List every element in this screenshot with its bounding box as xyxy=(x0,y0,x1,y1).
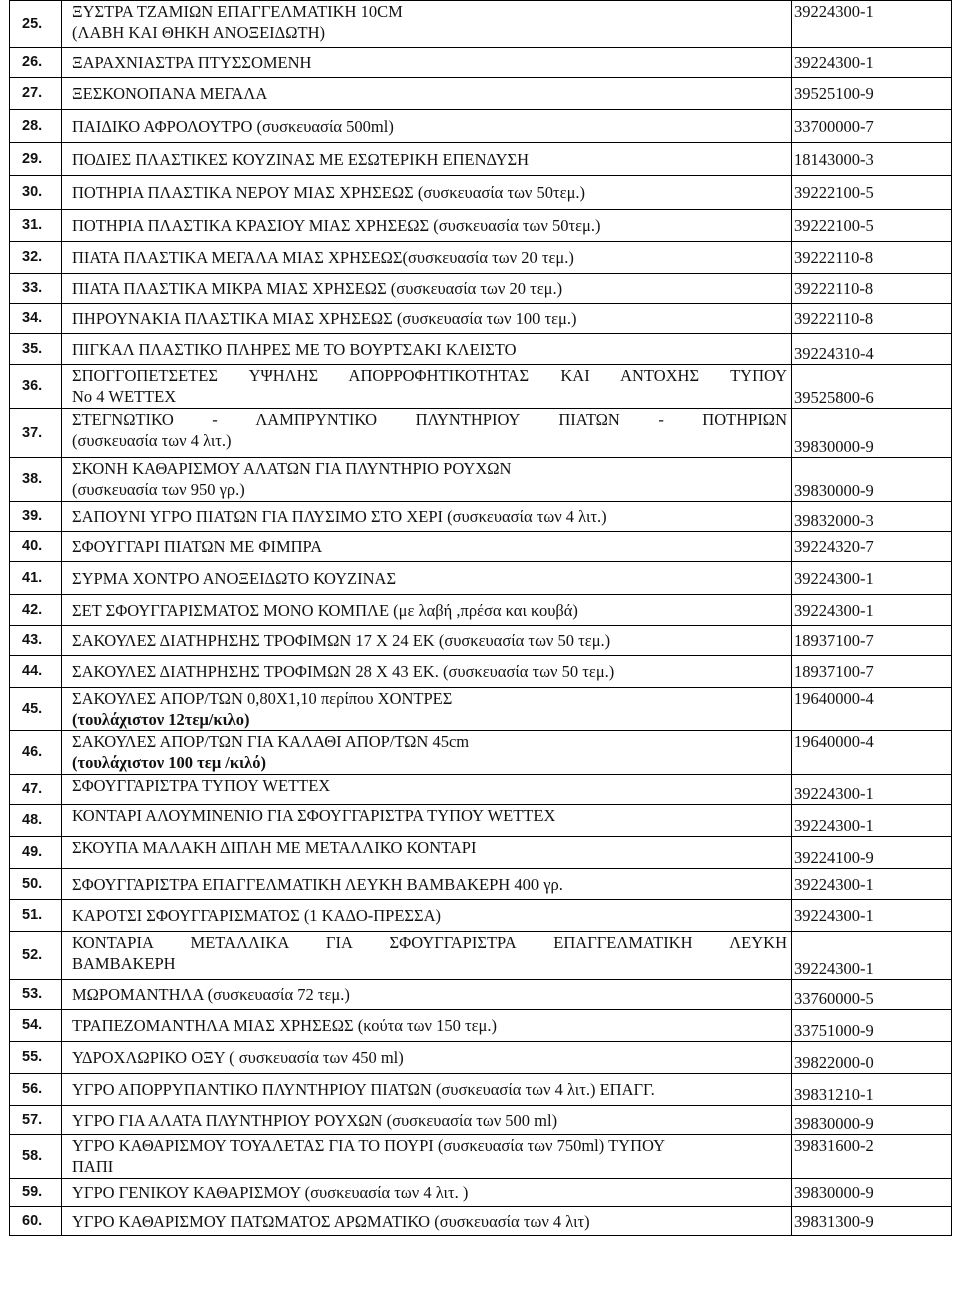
description-line: ΚΑΡΟΤΣΙ ΣΦΟΥΓΓΑΡΙΣΜΑΤΟΣ (1 ΚΑΔΟ-ΠΡΕΣΣΑ) xyxy=(72,906,442,925)
table-row xyxy=(10,409,952,458)
description-line: ΥΓΡΟ ΚΑΘΑΡΙΣΜΟΥ ΠΑΤΩΜΑΤΟΣ ΑΡΩΜΑΤΙΚΟ (συσκευασία των 4 λιτ) xyxy=(72,1211,590,1231)
cpv-code: 39830000-9 xyxy=(792,409,952,458)
item-number: 46. xyxy=(10,731,62,775)
description-line: (συσκευασία των 950 γρ.) xyxy=(72,480,245,499)
item-description xyxy=(62,1,792,48)
cpv-code: 18937100-7 xyxy=(792,626,952,656)
item-description xyxy=(62,48,792,78)
description-line: ΠΙΓΚΑΛ ΠΛΑΣΤΙΚΟ ΠΛΗΡΕΣ ΜΕ ΤΟ ΒΟΥΡΤΣΑΚΙ ΚΛΕΙΣΤΟ xyxy=(72,339,517,359)
item-description xyxy=(62,1106,792,1135)
item-number: 26. xyxy=(10,48,62,78)
item-number: 40. xyxy=(10,532,62,562)
table-row xyxy=(10,210,952,242)
table-row xyxy=(10,731,952,775)
item-description xyxy=(62,1010,792,1042)
table-row xyxy=(10,110,952,143)
description-line: ΣΑΚΟΥΛΕΣ ΔΙΑΤΗΡΗΣΗΣ ΤΡΟΦΙΜΩΝ 17 Χ 24 ΕΚ (συσκευασία των 50 τεμ.) xyxy=(72,631,611,650)
description-line: ΞΑΡΑΧΝΙΑΣΤΡΑ ΠΤΥΣΣΟΜΕΝΗ xyxy=(72,53,312,72)
description-line: ΠΟΤΗΡΙΑ ΠΛΑΣΤΙΚΑ ΝΕΡΟΥ ΜΙΑΣ ΧΡΗΣΕΩΣ (συσκευασία των 50τεμ.) xyxy=(72,183,586,202)
table-row xyxy=(10,1106,952,1135)
description-line: ΥΓΡΟ ΑΠΟΡΡΥΠΑΝΤΙΚΟ ΠΛΥΝΤΗΡΙΟΥ ΠΙΑΤΩΝ (συσκευασία των 4 λιτ.) ΕΠΑΓΓ. xyxy=(72,1080,655,1099)
item-number: 60. xyxy=(10,1207,62,1236)
item-number: 58. xyxy=(10,1135,62,1179)
item-number: 27. xyxy=(10,78,62,110)
item-number: 33. xyxy=(10,274,62,304)
description-line: ΣΚΟΥΠΑ ΜΑΛΑΚΗ ΔΙΠΛΗ ΜΕ ΜΕΤΑΛΛΙΚΟ ΚΟΝΤΑΡΙ xyxy=(72,838,477,857)
item-description xyxy=(62,900,792,932)
item-number: 36. xyxy=(10,365,62,409)
table-row xyxy=(10,502,952,532)
description-line: ΜΩΡΟΜΑΝΤΗΛΑ (συσκευασία 72 τεμ.) xyxy=(72,985,350,1004)
description-line: ΠΙΑΤΑ ΠΛΑΣΤΙΚΑ ΜΙΚΡΑ ΜΙΑΣ ΧΡΗΣΕΩΣ (συσκευασία των 20 τεμ.) xyxy=(72,279,563,298)
item-description xyxy=(62,242,792,274)
item-number: 29. xyxy=(10,143,62,176)
item-number: 30. xyxy=(10,176,62,210)
description-line: ΣΕΤ ΣΦΟΥΓΓΑΡΙΣΜΑΤΟΣ ΜΟΝΟ ΚΟΜΠΛΕ (με λαβή ,πρέσα και κουβά) xyxy=(72,600,578,620)
item-description xyxy=(62,775,792,805)
item-number: 47. xyxy=(10,775,62,805)
table-row xyxy=(10,900,952,932)
item-number: 38. xyxy=(10,458,62,502)
cpv-code: 39830000-9 xyxy=(792,458,952,502)
cpv-code: 39831300-9 xyxy=(792,1207,952,1236)
table-row xyxy=(10,775,952,805)
table-row xyxy=(10,932,952,980)
cpv-code: 39831600-2 xyxy=(792,1135,952,1179)
description-line: ΣΚΟΝΗ ΚΑΘΑΡΙΣΜΟΥ ΑΛΑΤΩΝ ΓΙΑ ΠΛΥΝΤΗΡΙΟ ΡΟΥΧΩΝ xyxy=(72,459,512,478)
table-row xyxy=(10,334,952,365)
table-row xyxy=(10,688,952,731)
cpv-code: 39224300-1 xyxy=(792,869,952,900)
item-number: 43. xyxy=(10,626,62,656)
cpv-code: 39224300-1 xyxy=(792,805,952,837)
description-line: ΣΠΟΓΓΟΠΕΤΣΕΤΕΣ ΥΨΗΛΗΣ ΑΠΟΡΡΟΦΗΤΙΚΟΤΗΤΑΣ ΚΑΙ ΑΝΤΟΧΗΣ ΤΥΠΟΥ xyxy=(72,366,787,385)
item-description xyxy=(62,805,792,837)
description-line: ΣΦΟΥΓΓΑΡΙ ΠΙΑΤΩΝ ΜΕ ΦΙΜΠΡΑ xyxy=(72,537,323,556)
item-number: 54. xyxy=(10,1010,62,1042)
item-description xyxy=(62,688,792,731)
item-number: 48. xyxy=(10,805,62,837)
item-description xyxy=(62,143,792,176)
item-description xyxy=(62,365,792,409)
table-row xyxy=(10,980,952,1010)
item-description xyxy=(62,1042,792,1074)
cpv-code: 39822000-0 xyxy=(792,1042,952,1074)
description-line: ΞΥΣΤΡΑ ΤΖΑΜΙΩΝ ΕΠΑΓΓΕΛΜΑΤΙΚΗ 10CM xyxy=(72,2,403,21)
cpv-code: 18937100-7 xyxy=(792,656,952,688)
item-description xyxy=(62,1074,792,1106)
cpv-code: 39224320-7 xyxy=(792,532,952,562)
item-number: 45. xyxy=(10,688,62,731)
cpv-code: 39222100-5 xyxy=(792,176,952,210)
item-description xyxy=(62,595,792,626)
cpv-code: 39224100-9 xyxy=(792,837,952,869)
table-row xyxy=(10,1074,952,1106)
cpv-code: 39222110-8 xyxy=(792,304,952,334)
table-row xyxy=(10,837,952,869)
table-row xyxy=(10,1042,952,1074)
description-line: (τουλάχιστον 100 τεμ /κιλό) xyxy=(72,753,267,772)
cpv-code: 33751000-9 xyxy=(792,1010,952,1042)
description-line: ΣΑΚΟΥΛΕΣ ΑΠΟΡ/ΤΩΝ 0,80Χ1,10 περίπου ΧΟΝΤΡΕΣ xyxy=(72,689,453,708)
item-description xyxy=(62,304,792,334)
table-row xyxy=(10,1207,952,1236)
description-line: ΞΕΣΚΟΝΟΠΑΝΑ ΜΕΓΑΛΑ xyxy=(72,84,268,103)
table-row xyxy=(10,304,952,334)
cpv-code: 19640000-4 xyxy=(792,731,952,775)
item-number: 41. xyxy=(10,562,62,595)
item-number: 35. xyxy=(10,334,62,365)
table-row xyxy=(10,532,952,562)
description-line: ΥΓΡΟ ΓΕΝΙΚΟΥ ΚΑΘΑΡΙΣΜΟΥ (συσκευασία των 4 λιτ. ) xyxy=(72,1183,469,1202)
description-line: ΣΥΡΜΑ ΧΟΝΤΡΟ ΑΝΟΞΕΙΔΩΤΟ ΚΟΥΖΙΝΑΣ xyxy=(72,568,397,588)
table-row xyxy=(10,365,952,409)
item-number: 28. xyxy=(10,110,62,143)
item-number: 50. xyxy=(10,869,62,900)
table-row xyxy=(10,176,952,210)
cpv-code: 18143000-3 xyxy=(792,143,952,176)
description-line: ΣΑΚΟΥΛΕΣ ΔΙΑΤΗΡΗΣΗΣ ΤΡΟΦΙΜΩΝ 28 Χ 43 ΕΚ. (συσκευασία των 50 τεμ.) xyxy=(72,662,615,681)
cpv-code: 39224300-1 xyxy=(792,595,952,626)
description-line: (ΛΑΒΗ ΚΑΙ ΘΗΚΗ ΑΝΟΞΕΙΔΩΤΗ) xyxy=(72,23,326,42)
item-description xyxy=(62,78,792,110)
item-description xyxy=(62,626,792,656)
cpv-code: 39222100-5 xyxy=(792,210,952,242)
description-line: ΚΟΝΤΑΡΙ ΑΛΟΥΜΙΝΕΝΙΟ ΓΙΑ ΣΦΟΥΓΓΑΡΙΣΤΡΑ ΤΥΠΟΥ WETTEX xyxy=(72,806,556,825)
description-line: ΠΑΠΙ xyxy=(72,1157,114,1176)
item-description xyxy=(62,502,792,532)
cpv-code: 39224300-1 xyxy=(792,932,952,980)
description-line: (τουλάχιστον 12τεμ/κιλο) xyxy=(72,710,250,729)
item-number: 51. xyxy=(10,900,62,932)
item-number: 34. xyxy=(10,304,62,334)
description-line: ΠΙΑΤΑ ΠΛΑΣΤΙΚΑ ΜΕΓΑΛΑ ΜΙΑΣ ΧΡΗΣΕΩΣ(συσκευασία των 20 τεμ.) xyxy=(72,248,574,267)
cpv-code: 39222110-8 xyxy=(792,242,952,274)
item-description xyxy=(62,334,792,365)
cpv-code: 33760000-5 xyxy=(792,980,952,1010)
item-description xyxy=(62,110,792,143)
item-number: 56. xyxy=(10,1074,62,1106)
item-number: 53. xyxy=(10,980,62,1010)
item-number: 31. xyxy=(10,210,62,242)
cpv-code: 39525100-9 xyxy=(792,78,952,110)
description-line: ΠΑΙΔΙΚΟ ΑΦΡΟΛΟΥΤΡΟ (συσκευασία 500ml) xyxy=(72,116,394,136)
table-row xyxy=(10,458,952,502)
table-row xyxy=(10,562,952,595)
item-number: 44. xyxy=(10,656,62,688)
table-row xyxy=(10,1,952,48)
item-description xyxy=(62,731,792,775)
description-line: ΠΟΔΙΕΣ ΠΛΑΣΤΙΚΕΣ ΚΟΥΖΙΝΑΣ ΜΕ ΕΣΩΤΕΡΙΚΗ ΕΠΕΝΔΥΣΗ xyxy=(72,149,530,169)
cpv-code: 39224300-1 xyxy=(792,775,952,805)
table-row xyxy=(10,869,952,900)
cpv-code: 39224300-1 xyxy=(792,1,952,48)
cpv-code: 39831210-1 xyxy=(792,1074,952,1106)
item-description xyxy=(62,458,792,502)
item-description xyxy=(62,1207,792,1236)
item-description xyxy=(62,1135,792,1179)
description-line: (συσκευασία των 4 λιτ.) xyxy=(72,431,232,450)
description-line: ΥΓΡΟ ΚΑΘΑΡΙΣΜΟΥ ΤΟΥΑΛΕΤΑΣ ΓΙΑ ΤΟ ΠΟΥΡΙ (συσκευασία των 750ml) ΤΥΠΟΥ xyxy=(72,1136,665,1155)
cpv-code: 39525800-6 xyxy=(792,365,952,409)
item-description xyxy=(62,532,792,562)
item-description xyxy=(62,176,792,210)
table-row xyxy=(10,656,952,688)
item-description xyxy=(62,562,792,595)
item-number: 55. xyxy=(10,1042,62,1074)
table-row xyxy=(10,78,952,110)
table-row xyxy=(10,1179,952,1207)
table-row xyxy=(10,805,952,837)
cpv-code: 19640000-4 xyxy=(792,688,952,731)
description-line: No 4 WETTEX xyxy=(72,387,177,406)
cpv-code: 39224300-1 xyxy=(792,900,952,932)
item-number: 32. xyxy=(10,242,62,274)
description-line: ΠΟΤΗΡΙΑ ΠΛΑΣΤΙΚΑ ΚΡΑΣΙΟΥ ΜΙΑΣ ΧΡΗΣΕΩΣ (συσκευασία των 50τεμ.) xyxy=(72,216,601,235)
item-number: 25. xyxy=(10,1,62,48)
table-row xyxy=(10,1010,952,1042)
item-description xyxy=(62,869,792,900)
item-number: 39. xyxy=(10,502,62,532)
product-table-body xyxy=(10,1,952,1236)
item-description xyxy=(62,656,792,688)
description-line: ΒΑΜΒΑΚΕΡΗ xyxy=(72,954,176,973)
description-line: ΥΔΡΟΧΛΩΡΙΚΟ ΟΞΥ ( συσκευασία των 450 ml) xyxy=(72,1048,404,1067)
table-row xyxy=(10,595,952,626)
table-row xyxy=(10,143,952,176)
item-description xyxy=(62,1179,792,1207)
table-row xyxy=(10,1135,952,1179)
item-number: 57. xyxy=(10,1106,62,1135)
description-line: ΥΓΡΟ ΓΙΑ ΑΛΑΤΑ ΠΛΥΝΤΗΡΙΟΥ ΡΟΥΧΩΝ (συσκευασία των 500 ml) xyxy=(72,1110,558,1130)
table-row xyxy=(10,48,952,78)
item-description xyxy=(62,932,792,980)
table-row xyxy=(10,626,952,656)
cpv-code: 39830000-9 xyxy=(792,1106,952,1135)
description-line: ΠΗΡΟΥΝΑΚΙΑ ΠΛΑΣΤΙΚΑ ΜΙΑΣ ΧΡΗΣΕΩΣ (συσκευασία των 100 τεμ.) xyxy=(72,309,577,328)
item-number: 52. xyxy=(10,932,62,980)
item-description xyxy=(62,274,792,304)
description-line: ΣΑΚΟΥΛΕΣ ΑΠΟΡ/ΤΩΝ ΓΙΑ ΚΑΛΑΘΙ ΑΠΟΡ/ΤΩΝ 45cm xyxy=(72,732,470,751)
description-line: ΣΦΟΥΓΓΑΡΙΣΤΡΑ ΕΠΑΓΓΕΛΜΑΤΙΚΗ ΛΕΥΚΗ ΒΑΜΒΑΚΕΡΗ 400 γρ. xyxy=(72,874,563,894)
cpv-code: 39224310-4 xyxy=(792,334,952,365)
cpv-code: 39224300-1 xyxy=(792,562,952,595)
description-line: ΚΟΝΤΑΡΙΑ ΜΕΤΑΛΛΙΚΑ ΓΙΑ ΣΦΟΥΓΓΑΡΙΣΤΡΑ ΕΠΑΓΓΕΛΜΑΤΙΚΗ ΛΕΥΚΗ xyxy=(72,933,787,952)
table-row xyxy=(10,242,952,274)
table-row xyxy=(10,274,952,304)
item-number: 37. xyxy=(10,409,62,458)
description-line: ΤΡΑΠΕΖΟΜΑΝΤΗΛΑ ΜΙΑΣ ΧΡΗΣΕΩΣ (κούτα των 150 τεμ.) xyxy=(72,1016,497,1035)
item-number: 59. xyxy=(10,1179,62,1207)
description-line: ΣΤΕΓΝΩΤΙΚΟ - ΛΑΜΠΡΥΝΤΙΚΟ ΠΛΥΝΤΗΡΙΟΥ ΠΙΑΤΩΝ - ΠΟΤΗΡΙΩΝ xyxy=(72,410,787,429)
cpv-code: 39224300-1 xyxy=(792,48,952,78)
description-line: ΣΦΟΥΓΓΑΡΙΣΤΡΑ ΤΥΠΟΥ WETTEX xyxy=(72,776,331,795)
cpv-code: 39830000-9 xyxy=(792,1179,952,1207)
description-line: ΣΑΠΟΥΝΙ ΥΓΡΟ ΠΙΑΤΩΝ ΓΙΑ ΠΛΥΣΙΜΟ ΣΤΟ ΧΕΡΙ (συσκευασία των 4 λιτ.) xyxy=(72,507,607,526)
cpv-code: 39222110-8 xyxy=(792,274,952,304)
product-table xyxy=(9,0,952,1236)
item-number: 42. xyxy=(10,595,62,626)
cpv-code: 33700000-7 xyxy=(792,110,952,143)
item-number: 49. xyxy=(10,837,62,869)
cpv-code: 39832000-3 xyxy=(792,502,952,532)
item-description xyxy=(62,837,792,869)
item-description xyxy=(62,210,792,242)
item-description xyxy=(62,980,792,1010)
item-description xyxy=(62,409,792,458)
